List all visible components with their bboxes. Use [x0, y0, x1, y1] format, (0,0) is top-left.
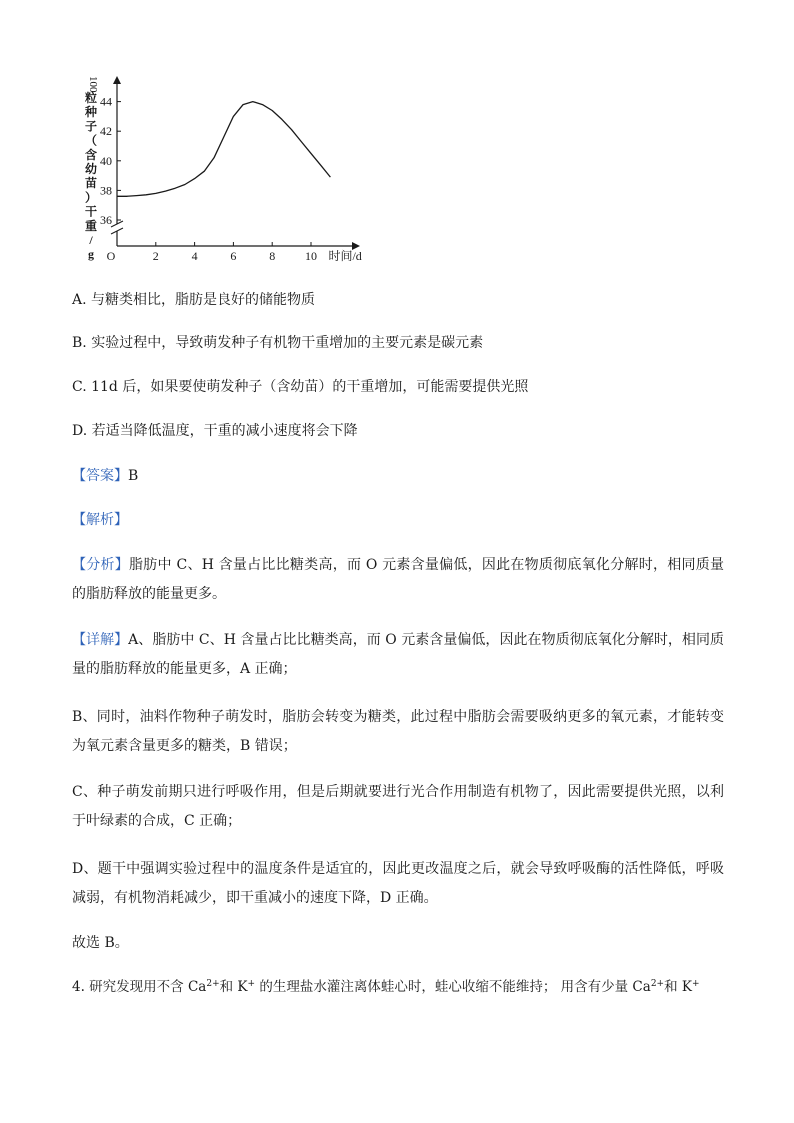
q4-sup-2: +	[247, 979, 256, 989]
y-label-char: ）	[84, 190, 98, 205]
q4-sup-4: +	[692, 979, 700, 989]
option-c: C. 11d 后，如果要使萌发种子（含幼苗）的干重增加，可能需要提供光照	[72, 379, 529, 395]
fenxi-tag: 【分析】	[72, 557, 130, 573]
y-label-char: 子	[84, 119, 98, 134]
x-tick-label: 8	[269, 249, 276, 263]
conclusion: 故选 B。	[72, 935, 129, 951]
x-tick-label: 6	[230, 249, 237, 263]
y-tick-label: 40	[100, 153, 112, 168]
fenxi-paragraph	[72, 551, 724, 609]
q4-sup-3: 2+	[650, 979, 665, 989]
y-label-char: （	[84, 133, 98, 148]
xiangjie-paragraph	[72, 626, 724, 684]
y-label-top: 100	[87, 76, 99, 93]
option-b: B. 实验过程中，导致萌发种子有机物干重增加的主要元素是碳元素	[72, 335, 484, 351]
dry-weight-chart	[78, 72, 378, 272]
y-label-char: 幼	[84, 162, 98, 176]
x-tick-label: 4	[191, 249, 198, 263]
xiangjie-text: A、脂肪中 C、H 含量占比比糖类高，而 O 元素含量偏低，因此在物质彻底氧化分解时，相同质量的脂肪释放的能量更多，A 正确；	[72, 632, 725, 677]
q4-sup-1: 2+	[206, 979, 220, 989]
y-label-char: 含	[84, 147, 98, 162]
analysis-heading	[72, 510, 732, 530]
xiangjie-tag: 【详解】	[72, 632, 129, 648]
y-tick-label: 44	[100, 94, 112, 109]
y-tick-label: 38	[100, 183, 112, 198]
x-tick-label: 10	[305, 249, 317, 263]
y-tick-label: 42	[100, 124, 112, 139]
option-d: D. 若适当降低温度，干重的减小速度将会下降	[72, 423, 358, 439]
y-label-char: g	[88, 247, 94, 262]
answer-value: B	[128, 468, 139, 484]
option-a: A. 与糖类相比，脂肪是良好的储能物质	[72, 292, 316, 308]
q4-part-3: 的生理盐水灌注离体蛙心时，蛙心收缩不能维持； 用含有少量 Ca	[255, 979, 651, 995]
explain-d: D、题干中强调实验过程中的温度条件是适宜的，因此更改温度之后，就会导致呼吸酶的活性降低，呼吸减弱，有机物消耗减少，即干重减小的速度下降，D 正确。	[72, 861, 724, 906]
y-label-char: /	[89, 233, 93, 247]
x-axis-label: 时间/d	[328, 249, 362, 263]
explain-c: C、种子萌发前期只进行呼吸作用，但是后期就要进行光合作用制造有机物了，因此需要提供光照，以利于叶绿素的合成，C 正确；	[72, 784, 724, 829]
origin-label: O	[106, 249, 116, 263]
answer-line	[72, 466, 732, 486]
y-tick-label: 36	[100, 213, 112, 227]
series-line	[117, 102, 330, 197]
y-label-char: 苗	[84, 176, 98, 191]
analysis-tag: 【解析】	[72, 512, 128, 528]
chart-svg	[78, 72, 378, 272]
y-label-char: 干	[84, 204, 98, 219]
x-tick-label: 2	[152, 249, 159, 263]
explain-b: B、同时，油料作物种子萌发时，脂肪会转变为糖类，此过程中脂肪会需要吸纳更多的氧元素，才能转变为氧元素含量更多的糖类，B 错误；	[72, 709, 724, 754]
y-label-char: 粒	[84, 91, 98, 105]
q4-part-2: 和 K	[219, 979, 248, 995]
q4-part-4: 和 K	[664, 979, 692, 995]
q4-part-1: 4. 研究发现用不含 Ca	[72, 979, 207, 995]
answer-tag: 【答案】	[72, 468, 128, 484]
question-4-stem	[72, 977, 732, 997]
y-label-char: 重	[84, 218, 98, 233]
y-label-char: 种	[84, 105, 98, 120]
fenxi-text: 脂肪中 C、H 含量占比比糖类高，而 O 元素含量偏低，因此在物质彻底氧化分解时，相同质量的脂肪释放的能量更多。	[72, 557, 724, 602]
